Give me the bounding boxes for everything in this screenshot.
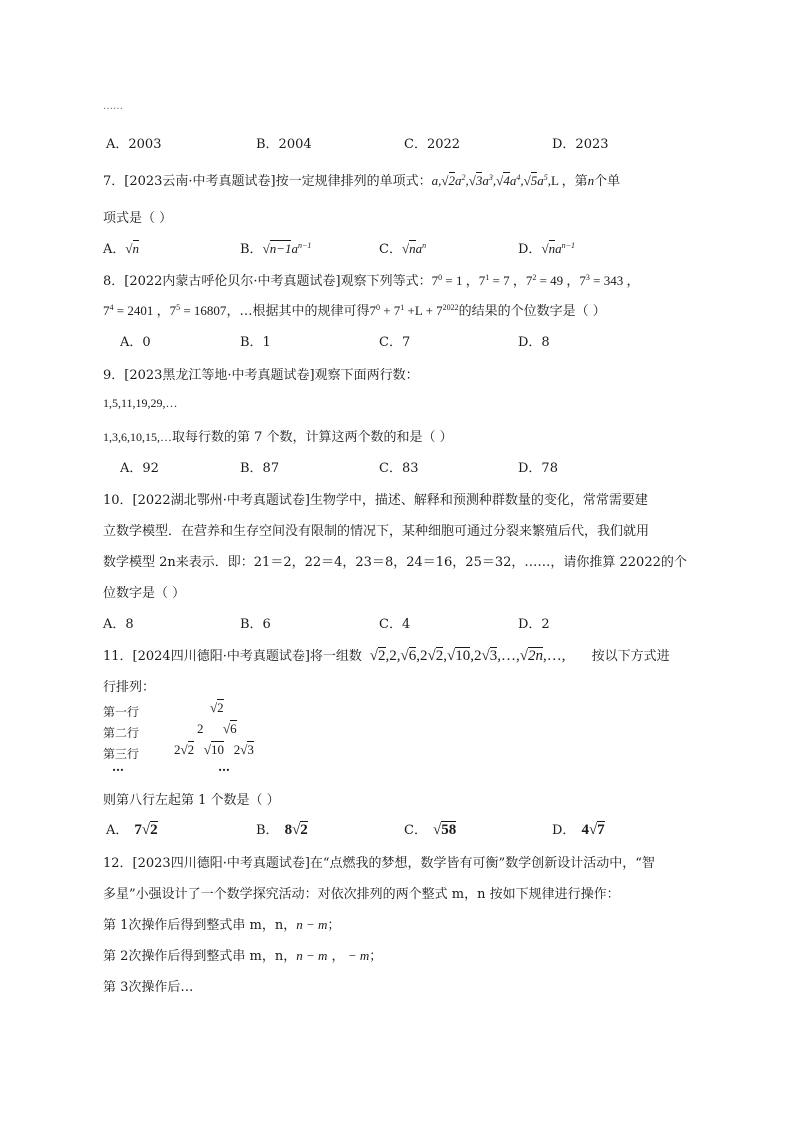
q12-line4-expr: n − m — [296, 948, 328, 963]
q12-stem-line5: 第 3次操作后… — [103, 980, 194, 995]
q11-row1-values: √2 — [210, 700, 224, 715]
q9-row2: 1,3,6,10,15,… — [103, 430, 172, 444]
q10-option-d[interactable]: D．2 — [518, 617, 550, 632]
q10-stem-line1: 10．[2022湖北鄂州·中考真题试卷]生物学中，描述、解释和预测种群数量的变化，常常需要建 — [103, 493, 648, 508]
q10-option-a[interactable]: A．8 — [103, 617, 134, 632]
q8-sum-expr: $7^0 + 7^1 +L + 7^{2022}$ — [369, 303, 459, 318]
q7-sequence-math: $a,√2a^2,√3a^3,√4a^4,√5a^5$, — [431, 173, 551, 188]
q7-option-a[interactable] — [103, 238, 139, 257]
q8-equations-1: $7^0 = 1$ ，$7^1 = 7$ ，$7^2 = 49$ ，$7^3 = 343$ ， — [431, 273, 640, 288]
q9-option-a[interactable]: A．92 — [120, 461, 159, 476]
q12-line3-prefix: 第 1次操作后得到整式串 m，n， — [103, 918, 297, 933]
q12-line4-prefix: 第 2次操作后得到整式串 m，n， — [103, 949, 297, 964]
q10-option-c[interactable]: C．4 — [379, 617, 411, 632]
q11-row-label-1: 第一行 — [103, 705, 140, 719]
q7-prefix: 7．[2023云南·中考真题试卷]按一定规律排列的单项式： — [103, 174, 432, 189]
q9-stem-line1: 9．[2023黑龙江等地·中考真题试卷]观察下面两行数： — [103, 368, 419, 383]
q8-equations-2: $7^4 = 2401$ ，$7^5 = 16807$ — [103, 303, 227, 318]
q7-option-b-math: $√n-1a^{n-1}$ — [262, 241, 312, 256]
q7-option-d-math: $√na^{n-1}$ — [541, 241, 575, 256]
q7-sequence-tail: L ，第 — [550, 173, 588, 188]
q12-line4-expr2: − m — [344, 948, 370, 963]
q7-option-b[interactable] — [240, 238, 311, 257]
q7-suffix: 个单 — [594, 174, 621, 189]
q11-row-label-2: 第二行 — [103, 726, 140, 740]
q11-suffix: 按以下方式进 — [591, 649, 670, 664]
q11-option-d-label: D． — [552, 823, 576, 838]
continuation-ellipsis: …… — [103, 101, 123, 112]
q11-stem-line2: 行排列： — [103, 680, 156, 695]
q9-row2-suffix: 取每行数的第 7 个数，计算这两个数的和是（ ） — [172, 430, 453, 445]
q10-stem-line3: 数学模型 2n来表示．即：21＝2，22＝4，23＝8，24＝16，25＝32，……，请你推算 22022的个 — [103, 555, 687, 570]
q12-line3-expr: n − m — [296, 917, 328, 932]
q11-option-a[interactable] — [106, 819, 158, 839]
q7-option-c-label: C． — [379, 242, 402, 257]
q11-stem-line1 — [103, 645, 670, 665]
q11-number-list: √2,2,√6,2√2,√10,2√3,…,√2n,…, — [369, 648, 566, 664]
q10-stem-line4: 位数字是（ ） — [103, 586, 186, 601]
q11-row3-values: 2√2 √10 2√3 — [174, 742, 254, 757]
q7-option-a-label: A． — [103, 242, 126, 257]
q8-prefix: 8．[2022内蒙古呼伦贝尔·中考真题试卷]观察下列等式： — [103, 274, 432, 289]
q11-row-label-3: 第三行 — [103, 747, 140, 761]
q11-option-a-math: 7√2 — [134, 822, 158, 838]
q8-option-d[interactable]: D．8 — [518, 335, 550, 350]
q9-row1: 1,5,11,19,29,… — [103, 396, 178, 410]
q7-n-var: n — [587, 173, 595, 188]
q7-option-b-label: B． — [240, 242, 263, 257]
q11-option-b-label: B． — [256, 823, 279, 838]
q6-option-b[interactable]: B．2004 — [256, 137, 312, 152]
q7-option-c-math: $√na^n$ — [401, 241, 427, 256]
q11-row2-values: 2 √6 — [197, 721, 237, 736]
q11-option-d[interactable] — [552, 819, 605, 839]
q11-option-c-label: C． — [404, 823, 427, 838]
q11-question: 则第八行左起第 1 个数是（ ） — [103, 793, 280, 808]
q8-option-b[interactable]: B．1 — [240, 335, 271, 350]
q7-option-a-math: √n — [125, 241, 140, 256]
q8-option-a[interactable]: A．0 — [120, 335, 151, 350]
q11-option-c[interactable] — [404, 819, 456, 839]
q12-stem-line2: 多星”小强设计了一个数学探究活动：对依次排列的两个整式 m，n 按如下规律进行操作： — [103, 887, 620, 902]
q7-stem-line1 — [103, 170, 620, 189]
q8-mid: ，…根据其中的规律可得 — [226, 304, 370, 319]
q12-stem-line4: 第 2次操作后得到整式串 m，n，n − m ， − m； — [103, 948, 383, 964]
q11-prefix: 11．[2024四川德阳·中考真题试卷]将一组数 — [103, 649, 362, 664]
q10-option-b[interactable]: B．6 — [240, 617, 271, 632]
q6-option-d[interactable]: D．2023 — [552, 137, 609, 152]
q8-stem-line1 — [103, 270, 640, 289]
q10-stem-line2: 立数学模型．在营养和生存空间没有限制的情况下，某种细胞可通过分裂来繁殖后代，我们就用 — [103, 524, 650, 539]
q11-option-b[interactable] — [256, 819, 308, 839]
q8-stem-line2 — [103, 300, 606, 319]
q6-option-c[interactable]: C．2022 — [404, 137, 461, 152]
q8-suffix: 的结果的个位数字是（ ） — [458, 304, 606, 319]
q11-option-a-label: A． — [106, 823, 129, 838]
q12-stem-line3: 第 1次操作后得到整式串 m，n，n − m； — [103, 917, 341, 933]
q9-option-c[interactable]: C．83 — [379, 461, 419, 476]
q9-row2-line — [103, 426, 453, 445]
q9-option-d[interactable]: D．78 — [518, 461, 558, 476]
q11-dots-right: … — [218, 760, 230, 774]
q6-option-a[interactable]: A．2003 — [106, 137, 162, 152]
q11-option-c-math: √58 — [432, 822, 457, 838]
q7-stem-line2: 项式是（ ） — [103, 211, 173, 226]
q12-stem-line1: 12．[2023四川德阳·中考真题试卷]在“点燃我的梦想，数学皆有可衡”数学创新设计活动中，“智 — [103, 856, 655, 871]
q11-dots-left: … — [112, 760, 124, 774]
q11-option-d-math: 4√7 — [581, 822, 605, 838]
q11-option-b-math: 8√2 — [284, 822, 308, 838]
q8-option-c[interactable]: C．7 — [379, 335, 411, 350]
q9-option-b[interactable]: B．87 — [240, 461, 280, 476]
q7-option-d[interactable] — [518, 238, 575, 257]
q7-option-c[interactable] — [379, 238, 426, 257]
q7-option-d-label: D． — [518, 242, 542, 257]
